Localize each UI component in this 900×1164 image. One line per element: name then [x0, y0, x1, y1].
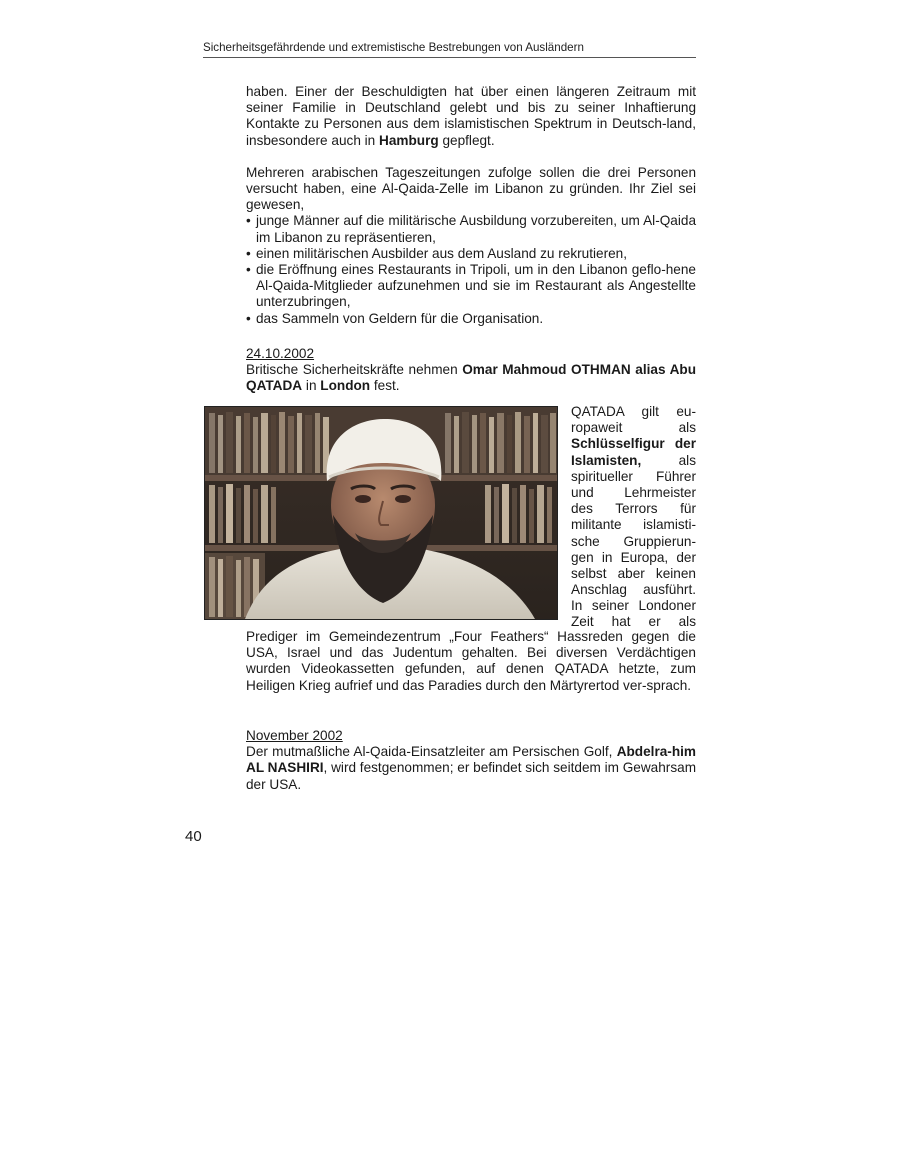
- running-header: [203, 40, 696, 58]
- entry-2002-10-24: [246, 346, 696, 395]
- continuation-paragraph: Prediger im Gemeindezentrum „Four Feathers“ Hassreden gegen die USA, Israel und das Judentum gehalten. Bei diversen Verdächtigen wurden Videokassetten gefunden, auf denen QATADA hetzte, zum Heiligen Krieg aufrief und das Paradies durch den Märtyrertod ver-sprach.: [246, 629, 696, 693]
- caption-line: spiritueller Führer: [571, 468, 696, 484]
- list-item: • einen militärischen Ausbilder aus dem Ausland zu rekrutieren,: [246, 246, 696, 262]
- entry-date: November 2002: [246, 728, 343, 743]
- entry-summary: Der mutmaßliche Al-Qaida-Einsatzleiter am Persischen Golf, Abdelra-him AL NASHIRI, wird festgenommen; er befindet sich seitdem im Gewahrsam der USA.: [246, 744, 697, 792]
- photo-caption-column: [571, 404, 696, 631]
- bold-name: Abdelra-him AL NASHIRI: [246, 744, 696, 776]
- caption-line: Islamisten, als: [571, 452, 696, 468]
- page-number: 40: [185, 828, 202, 845]
- caption-line: QATADA gilt eu-: [571, 404, 696, 419]
- caption-line: Anschlag ausführt.: [571, 582, 696, 598]
- caption-line: selbst aber keinen: [571, 565, 696, 581]
- portrait-photo-icon: [204, 406, 558, 620]
- caption-line: des Terrors für: [571, 501, 696, 517]
- list-item: • junge Männer auf die militärische Ausbildung vorzubereiten, um Al-Qaida im Libanon zu repräsentieren,: [246, 213, 696, 245]
- entry-continuation: [246, 629, 696, 694]
- intro-section: [246, 84, 696, 327]
- entry-date: 24.10.2002: [246, 346, 315, 361]
- caption-line: militante islamisti-: [571, 517, 696, 533]
- caption-line: sche Gruppierun-: [571, 533, 696, 549]
- bold-hamburg: Hamburg: [379, 132, 439, 148]
- caption-line: Zeit hat er als: [571, 614, 696, 630]
- running-title: Sicherheitsgefährdende und extremistische Bestrebungen von Ausländern: [203, 41, 584, 54]
- list-item: • das Sammeln von Geldern für die Organisation.: [246, 311, 696, 327]
- intro-paragraph-1: haben. Einer der Beschuldigten hat über einen längeren Zeitraum mit seiner Familie in Deutschland gelebt und bis zu seiner Inhaftierung Kontakte zu Personen aus dem islamistischen Spektrum in Deutsch-land, insbesondere auch in Hamburg gepflegt.: [246, 84, 696, 148]
- intro-paragraph-2: Mehreren arabischen Tageszeitungen zufolge sollen die drei Personen versucht haben, eine Al-Qaida-Zelle im Libanon zu gründen. Ihr Ziel sei gewesen,: [246, 164, 696, 213]
- bold-name: Omar Mahmoud OTHMAN alias Abu QATADA: [246, 362, 697, 394]
- list-item: • die Eröffnung eines Restaurants in Tripoli, um in den Libanon geflo-hene Al-Qaida-Mitglieder aufzunehmen und sie im Restaurant als Angestellte unterzubringen,: [246, 262, 696, 311]
- caption-line: und Lehrmeister: [571, 484, 696, 500]
- caption-line: gen in Europa, der: [571, 549, 696, 565]
- entry-summary: Britische Sicherheitskräfte nehmen Omar Mahmoud OTHMAN alias Abu QATADA in London fest.: [246, 362, 697, 394]
- entry-2002-11: [246, 728, 696, 793]
- caption-line: Schlüsselfigur der: [571, 436, 696, 452]
- caption-line: In seiner Londoner: [571, 598, 696, 614]
- caption-line: ropaweit als: [571, 420, 696, 436]
- bold-city: London: [320, 378, 371, 394]
- objectives-list: [246, 213, 696, 326]
